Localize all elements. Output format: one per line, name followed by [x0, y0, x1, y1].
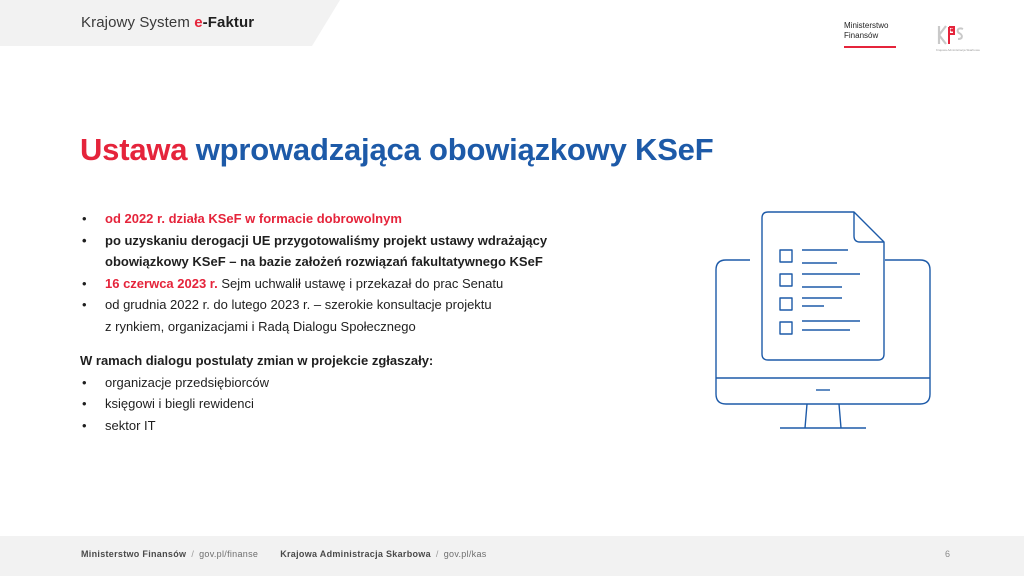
list-item: • księgowi i biegli rewidenci [80, 393, 640, 415]
kas-logo [936, 22, 986, 62]
list-item: • sektor IT [80, 415, 640, 437]
footer-org-kas: Krajowa Administracja Skarbowa [280, 549, 431, 559]
list-item: • organizacje przedsiębiorców [80, 372, 640, 394]
app-title: Krajowy System e-Faktur [81, 14, 255, 31]
list-item: • 16 czerwca 2023 r. Sejm uchwalił ustawę i przekazał do prac Senatu [80, 273, 640, 295]
title-brand: -Faktur [202, 14, 255, 31]
title-e: e [194, 14, 203, 31]
kas-logo-caption: Krajowa Administracja Skarbowa [936, 48, 980, 52]
list-item: • po uzyskaniu derogacji UE przygotowaliśmy projekt ustawy wdrażający obowiązkowy KSeF – na bazie założeń rozwiązań fakultatywnego KSeF [80, 230, 640, 273]
page-number: 6 [944, 549, 950, 559]
monitor-document-checklist-icon [712, 208, 934, 432]
logo-red-rule [844, 46, 896, 48]
ministry-of-finance-logo: Ministerstwo Finansów [844, 21, 896, 48]
key-facts-list [80, 208, 640, 337]
footer-link-finanse[interactable]: gov.pl/finanse [199, 549, 259, 559]
title-keyword: Ustawa [80, 132, 188, 167]
footer-link-kas[interactable]: gov.pl/kas [443, 549, 487, 559]
footer: Ministerstwo Finansów / gov.pl/finanse Krajowa Administracja Skarbowa / gov.pl/kas [81, 549, 487, 559]
list-item: • od 2022 r. działa KSeF w formacie dobrowolnym [80, 208, 640, 230]
list-item: • od grudnia 2022 r. do lutego 2023 r. – szerokie konsultacje projektu z rynkiem, organizacjami i Radą Dialogu Społecznego [80, 294, 640, 337]
dialog-heading: W ramach dialogu postulaty zmian w projekcie zgłaszały: [80, 353, 434, 368]
footer-org-mf: Ministerstwo Finansów [81, 549, 187, 559]
page-title [80, 132, 713, 168]
dialog-list [80, 372, 640, 437]
main-content [80, 208, 640, 436]
title-rest: wprowadzająca obowiązkowy KSeF [187, 132, 714, 167]
